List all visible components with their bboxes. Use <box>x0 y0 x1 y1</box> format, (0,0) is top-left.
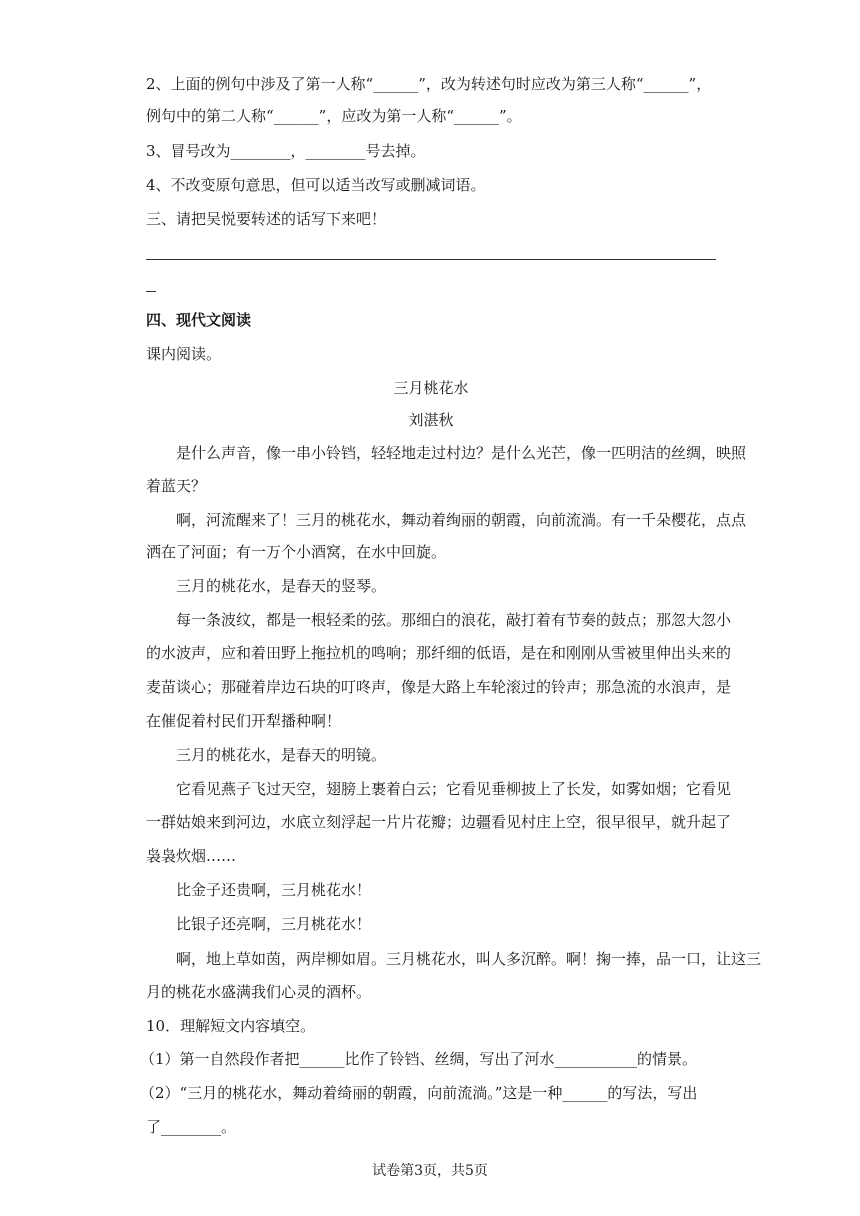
instruction-2-line2: 例句中的第二人称“______”，应改为第一人称“______”。 <box>146 107 522 125</box>
answer-line[interactable] <box>146 259 716 260</box>
section-subtitle: 课内阅读。 <box>146 345 222 363</box>
paragraph-4-line2: 的水波声，应和着田野上拖拉机的鸣响；那纤细的低语，是在和刚刚从雪被里伸出头来的 <box>146 644 732 662</box>
article-author: 刘湛秋 <box>408 411 454 429</box>
paragraph-1-line2: 着蓝天？ <box>146 477 207 495</box>
paragraph-6-line3: 袅袅炊烟…… <box>146 847 237 865</box>
paragraph-6-line1: 它看见燕子飞过天空，翅膀上裹着白云；它看见垂柳披上了长发，如雾如烟；它看见 <box>176 780 732 798</box>
question-10-2-line1: （2）“三月的桃花水，舞动着绮丽的朝霞，向前流淌。”这是一种______的写法，写出 <box>140 1084 698 1102</box>
instruction-2-line1: 2、上面的例句中涉及了第一人称“______”，改为转述句时应改为第三人称“______”， <box>146 75 712 93</box>
paragraph-5: 三月的桃花水，是春天的明镜。 <box>176 746 387 764</box>
paragraph-8: 比银子还亮啊，三月桃花水！ <box>176 915 372 933</box>
paragraph-2-line1: 啊，河流醒来了！三月的桃花水，舞动着绚丽的朝霞，向前流淌。有一千朵樱花，点点 <box>176 511 747 529</box>
paragraph-9-line1: 啊，地上草如茵，两岸柳如眉。三月桃花水，叫人多沉醉。啊！掬一捧，品一口，让这三 <box>176 950 762 968</box>
paragraph-4-line4: 在催促着村民们开犁播种啊！ <box>146 712 342 730</box>
question-10-1: （1）第一自然段作者把______比作了铃铛、丝绸，写出了河水___________的情景。 <box>140 1050 698 1068</box>
page-footer: 试卷第3页，共5页 <box>372 1163 488 1179</box>
answer-line-continuation <box>146 291 156 292</box>
paragraph-9-line2: 月的桃花水盛满我们心灵的酒杯。 <box>146 983 372 1001</box>
paragraph-1-line1: 是什么声音，像一串小铃铛，轻轻地走过村边？是什么光芒，像一匹明洁的丝绸，映照 <box>176 444 747 462</box>
paragraph-7: 比金子还贵啊，三月桃花水！ <box>176 881 372 899</box>
paragraph-4-line1: 每一条波纹，都是一根轻柔的弦。那细白的浪花，敲打着有节奏的鼓点；那忽大忽小 <box>176 611 732 629</box>
instruction-3: 3、冒号改为________，________号去掉。 <box>146 142 426 160</box>
question-10: 10．理解短文内容填空。 <box>146 1017 316 1035</box>
task-3-prompt: 三、请把吴悦要转述的话写下来吧！ <box>146 210 387 228</box>
paragraph-6-line2: 一群姑娘来到河边，水底立刻浮起一片片花瓣；边疆看见村庄上空，很早很早，就升起了 <box>146 813 732 831</box>
section-heading: 四、现代文阅读 <box>146 311 252 329</box>
paragraph-3: 三月的桃花水，是春天的竖琴。 <box>176 577 387 595</box>
article-title: 三月桃花水 <box>393 379 469 397</box>
paragraph-2-line2: 洒在了河面；有一万个小酒窝，在水中回旋。 <box>146 543 447 561</box>
question-10-2-line2: 了________。 <box>146 1118 237 1136</box>
paragraph-4-line3: 麦苗谈心；那碰着岸边石块的叮咚声，像是大路上车轮滚过的铃声；那急流的水浪声，是 <box>146 678 732 696</box>
instruction-4: 4、不改变原句意思，但可以适当改写或删减词语。 <box>146 176 486 194</box>
